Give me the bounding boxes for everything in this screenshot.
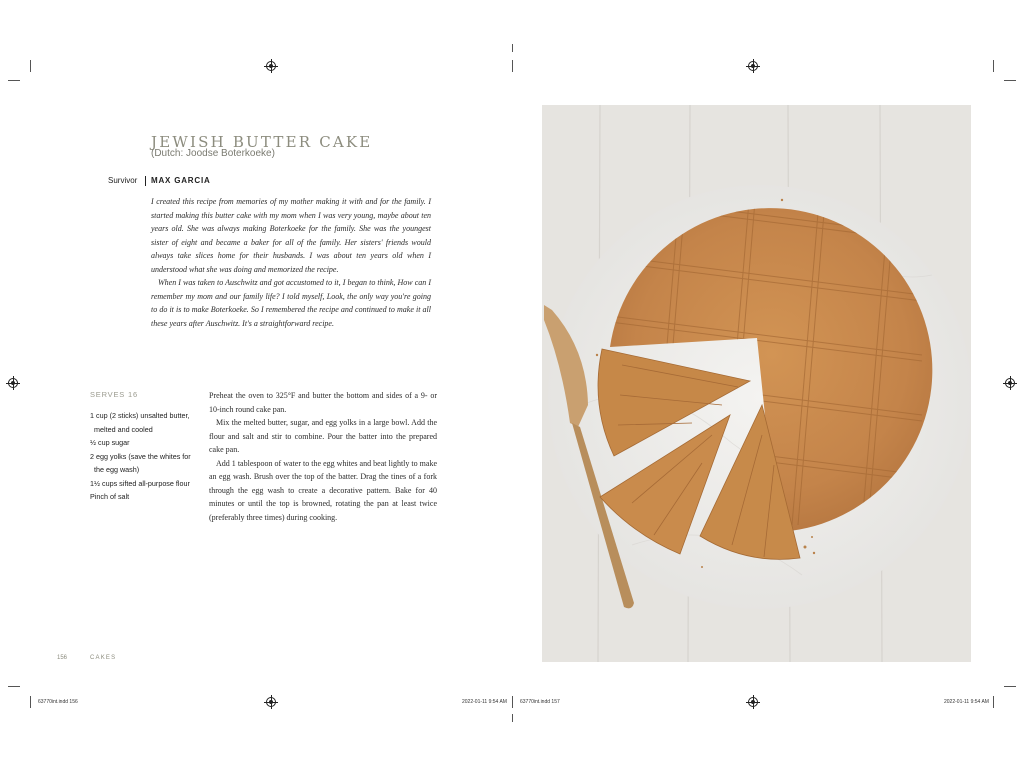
ingredient-item: 2 egg yolks (save the whites for the egg wash) [90,451,191,474]
crop-mark [1004,686,1016,687]
ingredient-item: 1 cup (2 sticks) unsalted butter, melted and cooled [90,411,190,434]
slug-timestamp-left: 2022-01-11 9:54 AM [462,699,507,705]
running-footer-section: CAKES [90,655,117,661]
crop-mark [30,696,31,708]
crop-mark [512,714,513,722]
slug-timestamp-right: 2022-01-11 9:54 AM [944,699,989,705]
crop-mark [8,686,20,687]
registration-mark-icon [266,697,276,707]
method-step: Mix the melted butter, sugar, and egg yolks in a large bowl. Add the flour and salt and stir to combine. Pour the batter into the prepared cake pan. [209,418,437,454]
ingredient-item: 1½ cups sifted all-purpose flour [90,478,190,488]
survivor-name: MAX GARCIA [151,176,211,185]
survivor-story [151,195,431,330]
slug-file-right: 63770int.indd 157 [520,699,560,705]
serves-label: SERVES 16 [90,390,138,399]
crop-mark [1004,80,1016,81]
registration-mark-icon [8,378,18,388]
crop-mark [512,696,513,708]
crop-mark [512,44,513,52]
crop-mark [512,60,513,72]
crop-mark [993,696,994,708]
method-step: Add 1 tablespoon of water to the egg whites and beat lightly to make an egg wash. Brush over the top of the batter. Drag the tines of a fork through the egg wash to create a decorative pattern. Bake for 40 minutes or until the top is browned, rotating the pan at least twice (preferably three times) during cooking. [209,458,437,522]
story-paragraph: I created this recipe from memories of my mother making it with and for the family. I started making this butter cake with my mom when I was very young, maybe about ten years old. She was always making Boterkoeke for the family. She was the youngest sister of eight and became a baker for all of the family. Her sisters' friends would always take slices home for their husbands. I was about ten years old when I understood what she was doing and memorized the recipe. [151,197,431,274]
story-paragraph: When I was taken to Auschwitz and got accustomed to it, I began to think, How can I remember my mom and our family life? I told myself, Look, the only way you're going to do it is to make Boterkoeke. So I remembered the recipe and continued to make it all these years after Auschwitz. It's a straightforward recipe. [151,278,431,328]
slug-file-left: 63770int.indd 156 [38,699,78,705]
recipe-title: JEWISH BUTTER CAKE [151,133,373,152]
page-number: 156 [57,655,68,661]
survivor-label: Survivor [108,176,138,185]
method-step: Preheat the oven to 325°F and butter the bottom and sides of a 9- or 10-inch round cake pan. [209,391,437,414]
registration-mark-icon [748,697,758,707]
method-steps [209,389,437,524]
crop-mark [8,80,20,81]
registration-mark-icon [748,61,758,71]
ingredient-list [90,409,200,504]
ingredient-item: ½ cup sugar [90,438,130,447]
crop-mark [993,60,994,72]
photo-illustration [542,105,971,662]
butter-cake-photo [542,105,971,662]
survivor-divider [145,176,146,186]
crop-mark [30,60,31,72]
registration-mark-icon [266,61,276,71]
registration-mark-icon [1005,378,1015,388]
recipe-subtitle: (Dutch: Joodse Boterkoeke) [151,148,275,159]
ingredient-item: Pinch of salt [90,492,130,501]
